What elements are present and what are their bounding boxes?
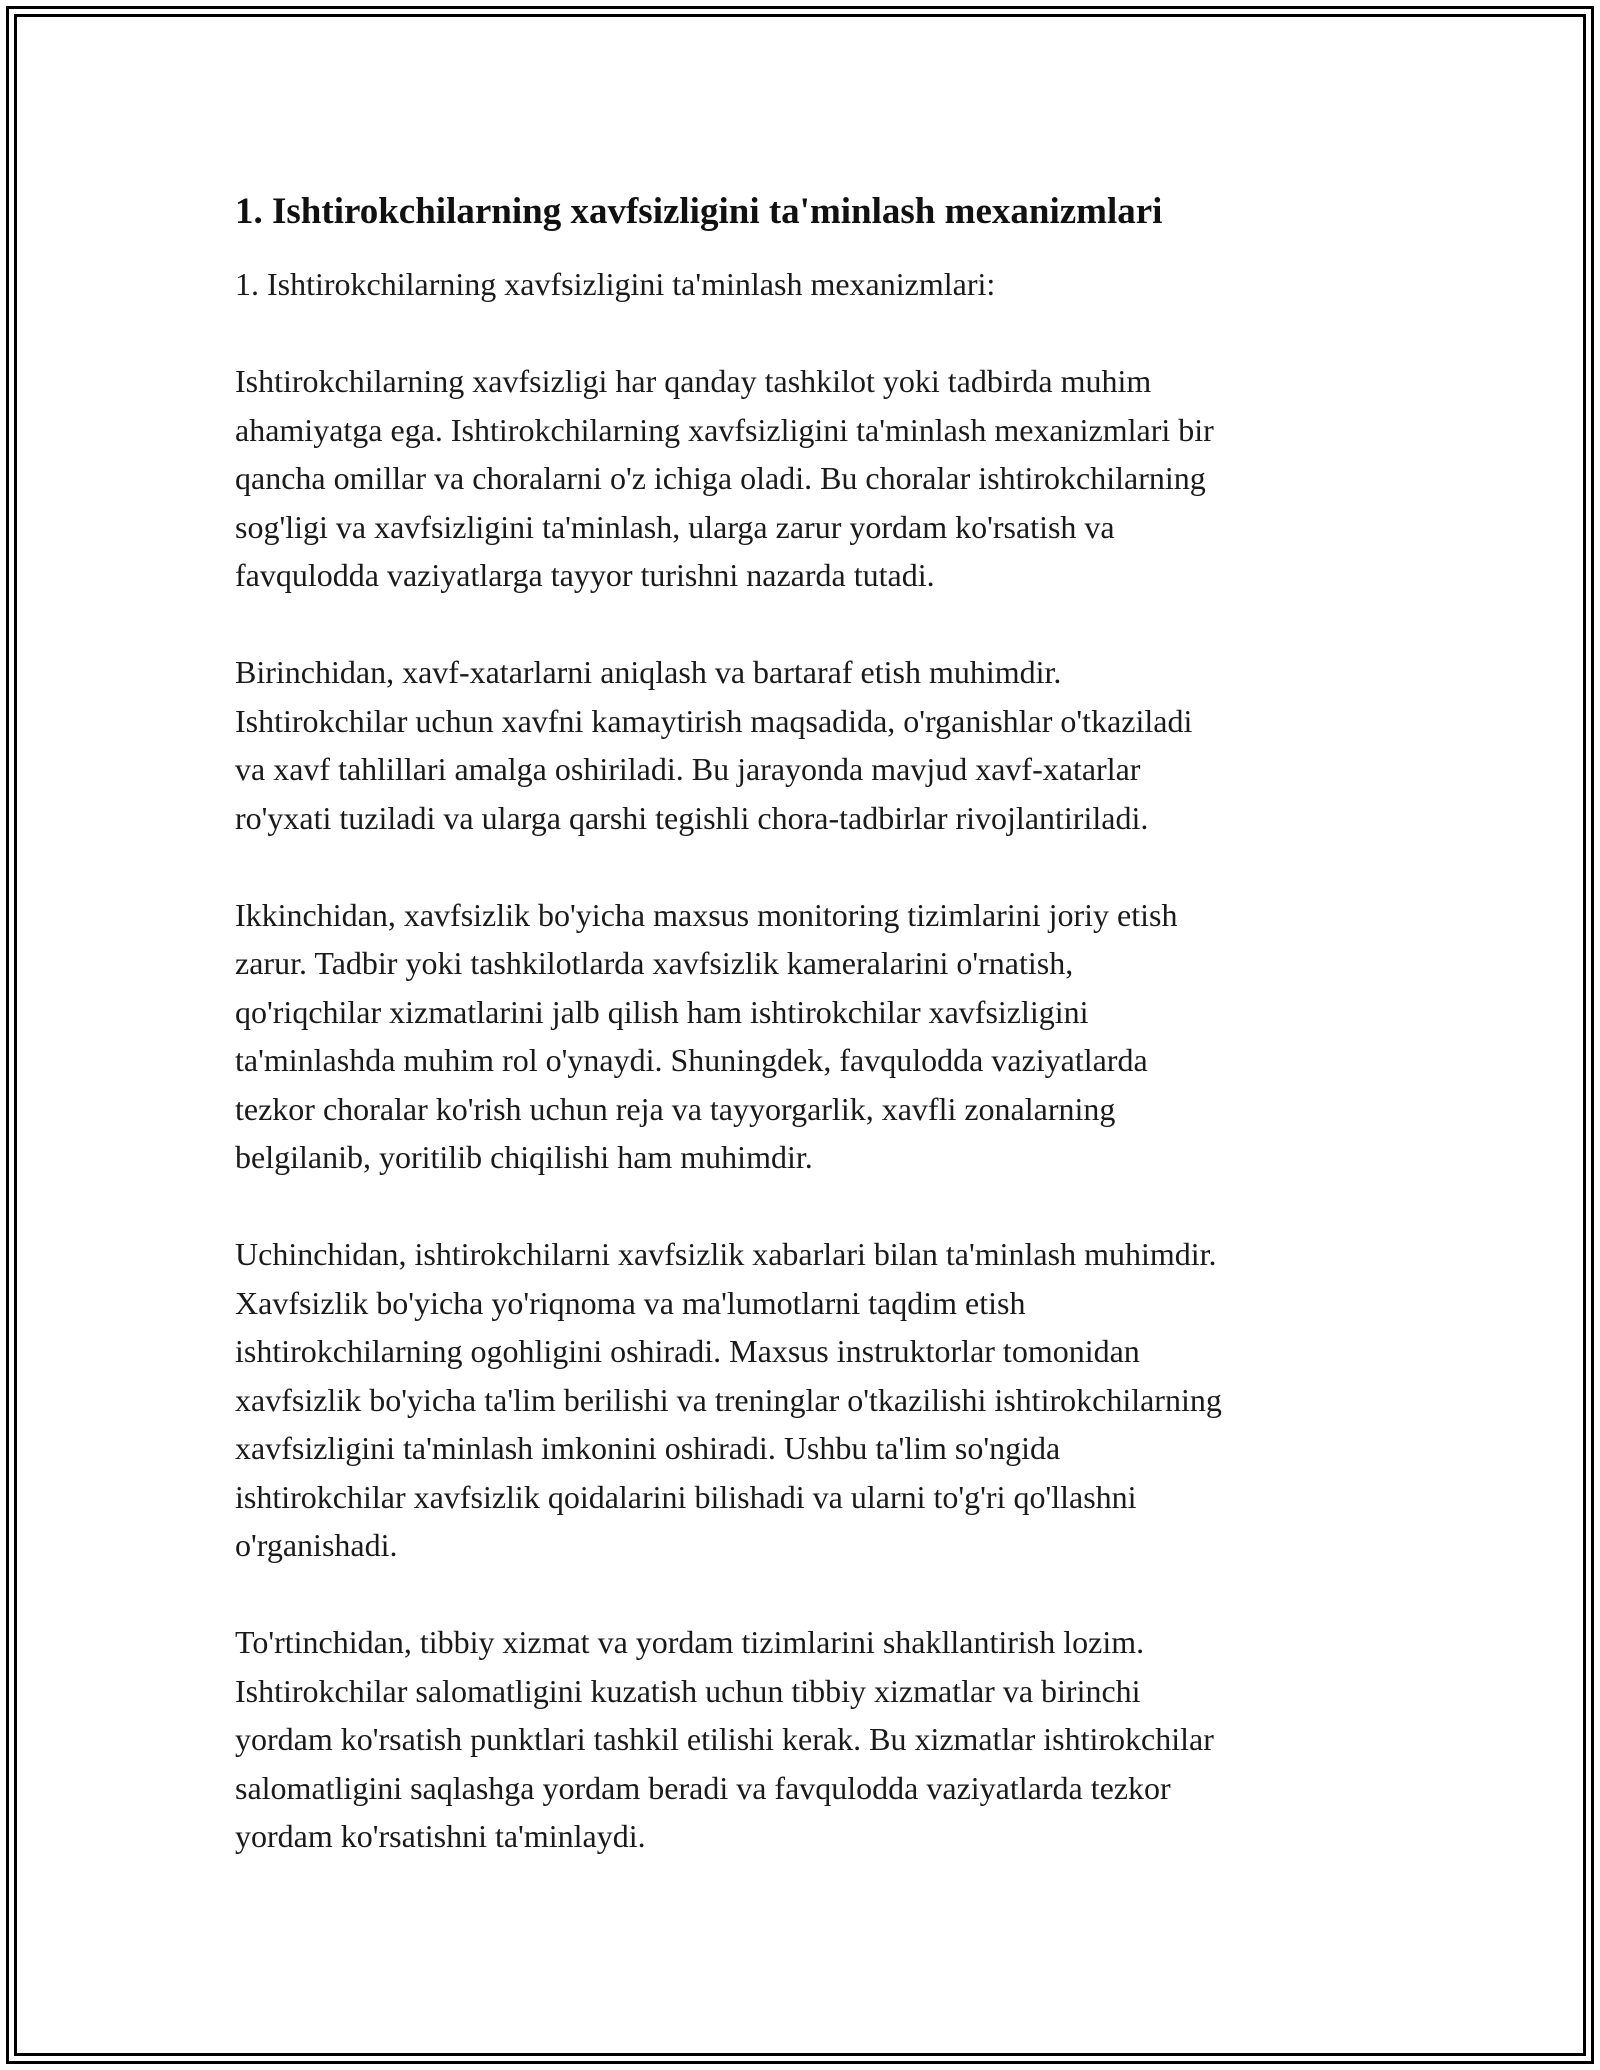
paragraph-line: o'rganishadi. bbox=[235, 1527, 398, 1563]
paragraph-line: yordam ko'rsatish punktlari tashkil etilishi kerak. Bu xizmatlar ishtirokchilar bbox=[235, 1721, 1214, 1757]
paragraph-line: xavfsizligini ta'minlash imkonini oshiradi. Ushbu ta'lim so'ngida bbox=[235, 1430, 1061, 1466]
paragraph-line: va xavf tahlillari amalga oshiriladi. Bu jarayonda mavjud xavf-xatarlar bbox=[235, 751, 1141, 787]
paragraph-list bbox=[235, 357, 1375, 1861]
paragraph-line: ishtirokchilarning ogohligini oshiradi. Maxsus instruktorlar tomonidan bbox=[235, 1333, 1140, 1369]
paragraph-line: Xavfsizlik bo'yicha yo'riqnoma va ma'lumotlarni taqdim etish bbox=[235, 1284, 1026, 1321]
paragraph-line: belgilanib, yoritilib chiqilishi ham muhimdir. bbox=[235, 1139, 813, 1175]
paragraph-line: Ishtirokchilarning xavfsizligi har qanday tashkilot yoki tadbirda muhim bbox=[235, 363, 1152, 399]
paragraph-line: Uchinchidan, ishtirokchilarni xavfsizlik xabarlari bilan ta'minlash muhimdir. bbox=[235, 1236, 1217, 1272]
paragraph-line: ahamiyatga ega. Ishtirokchilarning xavfsizligini ta'minlash mexanizmlari bir bbox=[235, 411, 1214, 448]
paragraph-line: ro'yxati tuziladi va ularga qarshi tegishli chora-tadbirlar rivojlantiriladi. bbox=[235, 799, 1149, 836]
intro-line: 1. Ishtirokchilarning xavfsizligini ta'minlash mexanizmlari: bbox=[235, 266, 996, 302]
paragraph-line: ishtirokchilar xavfsizlik qoidalarini bilishadi va ularni to'g'ri qo'llashni bbox=[235, 1478, 1137, 1515]
paragraph bbox=[235, 648, 1375, 842]
paragraph-line: Ikkinchidan, xavfsizlik bo'yicha maxsus monitoring tizimlarini joriy etish bbox=[235, 896, 1178, 933]
paragraph-line: salomatligini saqlashga yordam beradi va favqulodda vaziyatlarda tezkor bbox=[235, 1769, 1171, 1806]
paragraph bbox=[235, 1230, 1375, 1570]
paragraph bbox=[235, 891, 1375, 1182]
paragraph-line: Ishtirokchilar uchun xavfni kamaytirish maqsadida, o'rganishlar o'tkaziladi bbox=[235, 702, 1193, 739]
page-title: 1. Ishtirokchilarning xavfsizligini ta'minlash mexanizmlari bbox=[235, 191, 1163, 232]
paragraph-line: qancha omillar va choralarni o'z ichiga oladi. Bu choralar ishtirokchilarning bbox=[235, 460, 1206, 496]
paragraph bbox=[235, 357, 1375, 600]
paragraph-line: sog'ligi va xavfsizligini ta'minlash, ularga zarur yordam ko'rsatish va bbox=[235, 508, 1115, 545]
paragraph bbox=[235, 1618, 1375, 1861]
paragraph-line: xavfsizlik bo'yicha ta'lim berilishi va treninglar o'tkazilishi ishtirokchilarning bbox=[235, 1381, 1222, 1418]
paragraph-line: To'rtinchidan, tibbiy xizmat va yordam tizimlarini shakllantirish lozim. bbox=[235, 1624, 1145, 1660]
document-body bbox=[235, 188, 1375, 1861]
paragraph-line: favqulodda vaziyatlarga tayyor turishni nazarda tutadi. bbox=[235, 557, 935, 593]
paragraph-line: yordam ko'rsatishni ta'minlaydi. bbox=[235, 1818, 646, 1854]
paragraph-line: Ishtirokchilar salomatligini kuzatish uchun tibbiy xizmatlar va birinchi bbox=[235, 1672, 1141, 1709]
paragraph-line: tezkor choralar ko'rish uchun reja va tayyorgarlik, xavfli zonalarning bbox=[235, 1090, 1116, 1127]
paragraph-line: zarur. Tadbir yoki tashkilotlarda xavfsizlik kameralarini o'rnatish, bbox=[235, 945, 1074, 981]
paragraph-line: qo'riqchilar xizmatlarini jalb qilish ham ishtirokchilar xavfsizligini bbox=[235, 993, 1089, 1030]
paragraph-line: Birinchidan, xavf-xatarlarni aniqlash va bartaraf etish muhimdir. bbox=[235, 654, 1062, 690]
paragraph-line: ta'minlashda muhim rol o'ynaydi. Shuningdek, favqulodda vaziyatlarda bbox=[235, 1042, 1148, 1078]
